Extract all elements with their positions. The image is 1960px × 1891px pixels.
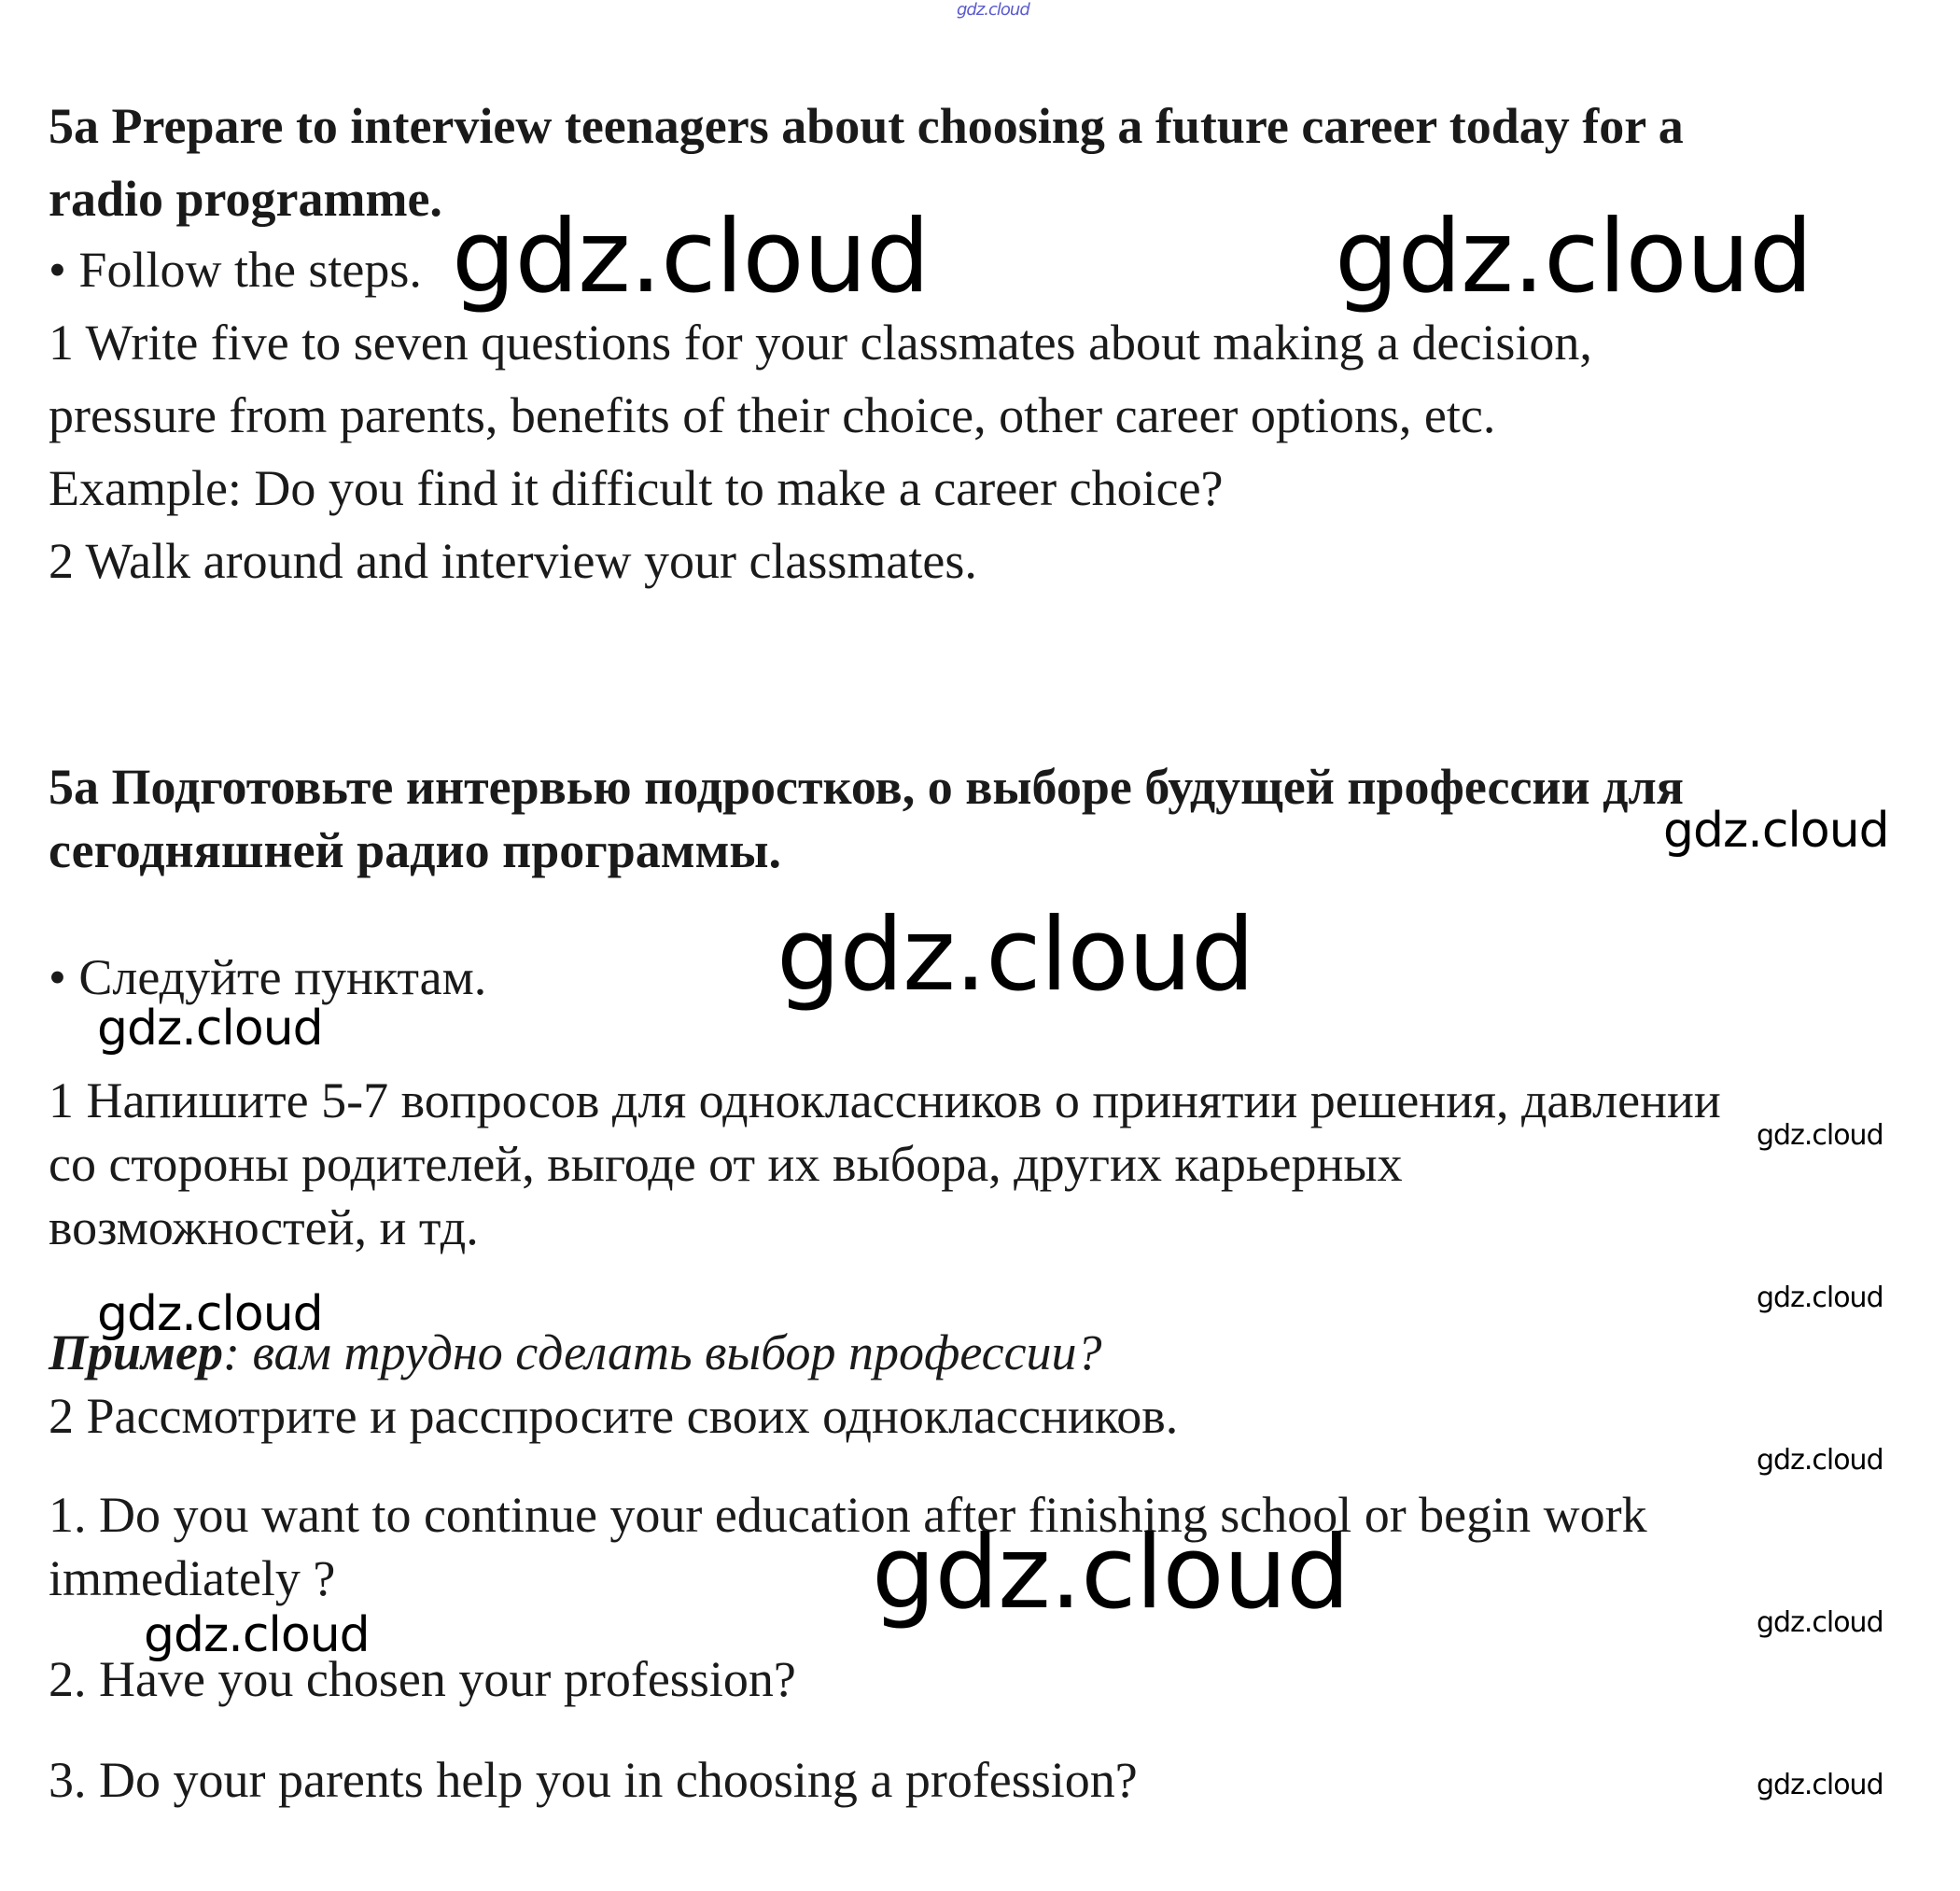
english-title-line-1: 5a Prepare to interview teenagers about choosing a future career today for a [49, 98, 1684, 154]
answer-question-2: 2. Have you chosen your profession? [49, 1651, 796, 1707]
russian-title-line-1: 5a Подготовьте интервью подростков, о выборе будущей профессии для [49, 759, 1684, 815]
russian-step-2: 2 Рассмотрите и расспросите своих одноклассников. [49, 1388, 1179, 1444]
watermark-medium-1: gdz.cloud [1663, 803, 1889, 859]
russian-step-1-line-3: возможностей, и тд. [49, 1199, 479, 1255]
english-step-1-line-2: pressure from parents, benefits of their choice, other career options, etc. [49, 387, 1496, 443]
english-title-line-2: radio programme. [49, 171, 442, 227]
russian-step-1-line-2: со стороны родителей, выгоде от их выбора, других карьерных [49, 1136, 1403, 1192]
russian-title-line-2: сегодняшней радио программы. [49, 822, 782, 878]
answer-question-1-line-1: 1. Do you want to continue your education after finishing school or begin work [49, 1487, 1647, 1543]
russian-step-1-line-1: 1 Напишите 5-7 вопросов для одноклассников о принятии решения, давлении [49, 1072, 1721, 1128]
watermark-medium-3: gdz.cloud [97, 1286, 323, 1342]
english-follow-steps: • Follow the steps. [49, 242, 422, 298]
russian-example-label: Пример [49, 1324, 223, 1380]
answer-question-1-line-2: immediately ? [49, 1550, 336, 1606]
watermark-small-1: gdz.cloud [1757, 1119, 1883, 1152]
top-watermark: gdz.cloud [957, 0, 1029, 20]
watermark-small-5: gdz.cloud [1757, 1769, 1883, 1801]
english-step-2: 2 Walk around and interview your classmates. [49, 533, 977, 589]
watermark-medium-4: gdz.cloud [144, 1607, 370, 1663]
russian-example-text: : вам трудно сделать выбор профессии? [223, 1324, 1102, 1380]
watermark-small-2: gdz.cloud [1757, 1282, 1883, 1314]
english-step-1-line-1: 1 Write five to seven questions for your classmates about making a decision, [49, 315, 1592, 371]
watermark-large-2: gdz.cloud [1335, 199, 1813, 315]
watermark-large-1: gdz.cloud [452, 199, 930, 315]
english-example: Example: Do you find it difficult to make a career choice? [49, 460, 1224, 516]
watermark-small-4: gdz.cloud [1757, 1606, 1883, 1639]
watermark-large-3: gdz.cloud [777, 897, 1254, 1014]
answer-question-3: 3. Do your parents help you in choosing a profession? [49, 1752, 1138, 1808]
russian-follow-steps: • Следуйте пунктам. [49, 949, 487, 1005]
watermark-medium-2: gdz.cloud [97, 1001, 323, 1057]
watermark-large-4: gdz.cloud [872, 1515, 1350, 1632]
watermark-small-3: gdz.cloud [1757, 1444, 1883, 1477]
